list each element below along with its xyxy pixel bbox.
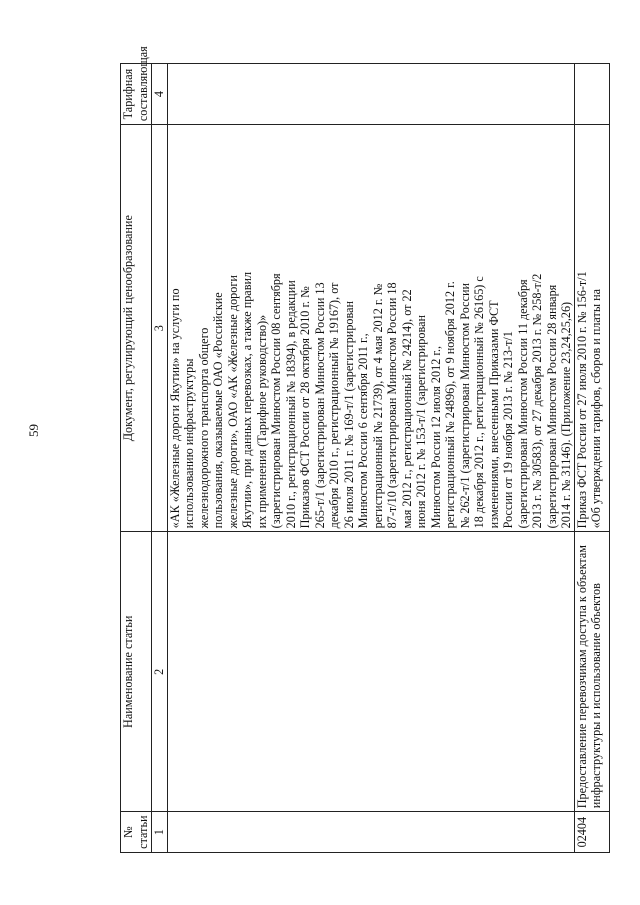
header-tariff-component: Тарифная составляющая: [121, 64, 152, 125]
document-line: 2013 г. № 30583), от 27 декабря 2013 г. № 258-т/2: [530, 273, 544, 529]
document-line: (зарегистрирован Минюстом России 11 декабря: [515, 279, 530, 529]
document-line: железнодорожного транспорта общего: [196, 327, 211, 529]
article-name-line: инфраструктуры и использование объектов: [589, 583, 603, 809]
document-line: их применения (Тарифное руководство)»: [254, 314, 269, 529]
document-line: пользования, оказываемые ОАО «Российские: [211, 292, 225, 529]
table-row: [574, 64, 609, 853]
document-line: «АК «Железные дороги Якутии» на услуги по: [167, 288, 182, 529]
document-line: июня 2012 г. № 153-т/1 (зарегистрирован: [414, 315, 428, 529]
article-name-line: Предоставление перевозчикам доступа к объектам: [574, 545, 589, 809]
document-line: № 262-т/1 (зарегистрирован Минюстом России: [457, 282, 472, 529]
document-line: Приказов ФСТ России от 28 октября 2010 г. №: [298, 286, 312, 529]
document-line: Минюстом России 6 сентября 2011 г.,: [356, 333, 370, 529]
tariff-component-cell: [574, 64, 609, 125]
article-code-cell: 02404: [574, 812, 609, 853]
header-article-name: Наименование статьи: [121, 532, 152, 812]
document-line: (зарегистрирован Минюстом России 28 января: [544, 284, 559, 529]
article-name-cell: [167, 532, 574, 812]
pricing-table: [120, 46, 610, 853]
document-line: использованию инфраструктуры: [182, 358, 196, 529]
document-line: 26 июля 2011 г. № 169-т/1 (зарегистрирован: [341, 300, 356, 529]
header-article-number: № статьи: [121, 812, 152, 853]
document-line: Минюстом России 12 июля 2012 г.,: [428, 345, 443, 529]
document-line: 18 декабря 2012 г., регистрационный № 26165) с: [472, 276, 486, 529]
column-number: 3: [152, 125, 168, 532]
document-line: 2014 г. № 31146). (Приложение 23,24,25,26): [559, 301, 573, 529]
document-line: декабря 2010 г., регистрационный № 19167), от: [327, 282, 341, 529]
rotated-table-container: [120, 46, 603, 853]
document-line: «Об утверждении тарифов, сборов и платы на: [589, 288, 603, 529]
column-number: 2: [152, 532, 168, 812]
column-number: 4: [152, 64, 168, 125]
document-line: Якутии», при данных перевозках, а также правил: [240, 271, 254, 529]
document-line: железные дороги», ОАО «АК «Железные дороги: [225, 275, 240, 529]
tariff-component-cell: [167, 64, 574, 125]
column-number-row: [152, 64, 168, 853]
article-code-cell: [167, 812, 574, 853]
table-row: [167, 64, 574, 853]
document-line: Приказ ФСТ России от 27 июля 2010 г. № 156-т/1: [574, 271, 589, 529]
document-line: регистрационный № 24896), от 9 ноября 2012 г.: [443, 281, 457, 529]
document-line: России от 19 ноября 2013 г. № 213-т/1: [501, 331, 515, 529]
document-line: 2010 г., регистрационный № 18394), в редакции: [283, 280, 298, 529]
pricing-document-cell: [574, 125, 609, 532]
header-pricing-document: Документ, регулирующий ценообразование: [121, 125, 152, 532]
document-line: 265-т/1 (зарегистрирован Минюстом России 13: [312, 282, 327, 529]
document-line: мая 2012 г., регистрационный № 24214), от 22: [399, 289, 414, 529]
document-line: (зарегистрирован Минюстом России 08 сентября: [269, 273, 283, 529]
document-line: изменениями, внесенными Приказами ФСТ: [486, 300, 501, 529]
page-number: 59: [26, 424, 41, 437]
document-line: регистрационный № 21739), от 4 мая 2012 г. №: [370, 283, 385, 529]
table-header-row: [121, 64, 152, 853]
document-line: 87-т/10 (зарегистрирован Минюстом России 18: [385, 282, 399, 529]
article-name-cell: [574, 532, 609, 812]
column-number: 1: [152, 812, 168, 853]
pricing-document-cell: [167, 125, 574, 532]
